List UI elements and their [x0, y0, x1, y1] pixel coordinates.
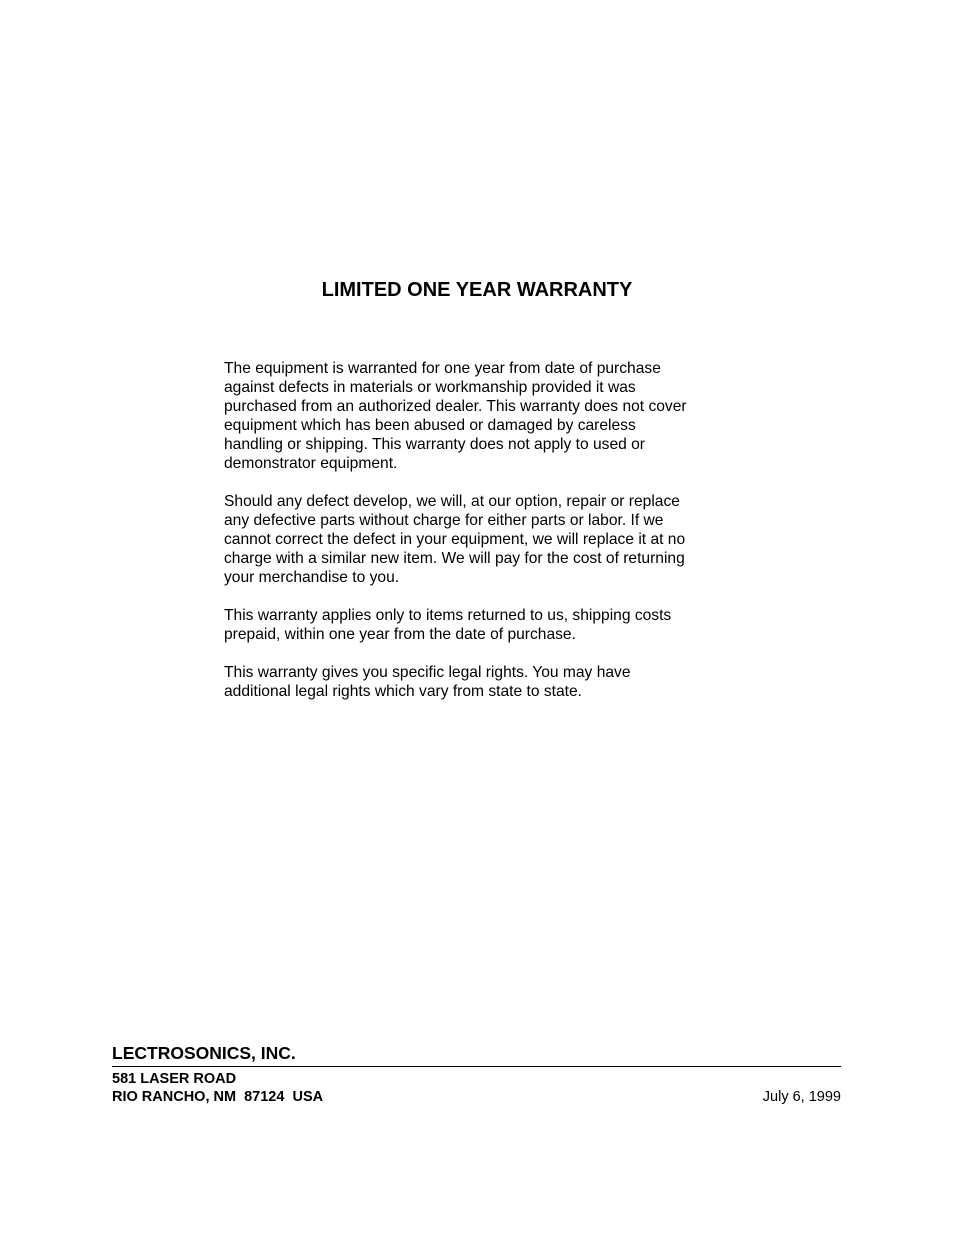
- address-line-city: RIO RANCHO, NM 87124 USA: [112, 1089, 324, 1105]
- company-address: [112, 1070, 323, 1106]
- company-name: LECTROSONICS, INC.: [112, 1043, 296, 1063]
- warranty-paragraph-repair: Should any defect develop, we will, at our option, repair or replace any defective parts without charge for either parts or labor. If we cannot correct the defect in your equipment, we will replace it at no charge with a similar new item. We will pay for the cost of returning your merchandise to you.: [224, 493, 686, 586]
- footer-divider: [112, 1066, 841, 1067]
- warranty-paragraph-returns: This warranty applies only to items returned to us, shipping costs prepaid, within one year from the date of purchase.: [224, 607, 672, 643]
- warranty-paragraph-coverage: The equipment is warranted for one year from date of purchase against defects in materials or workmanship provided it was purchased from an authorized dealer. This warranty does not cover equipment which has been abused or damaged by careless handling or shipping. This warranty does not apply to used or demonstrator equipment.: [224, 360, 687, 472]
- page-title: LIMITED ONE YEAR WARRANTY: [321, 279, 633, 301]
- document-date: July 6, 1999: [762, 1089, 841, 1105]
- warranty-paragraph-legal-rights: This warranty gives you specific legal rights. You may have additional legal rights which vary from state to state.: [224, 664, 631, 700]
- warranty-body: [224, 359, 744, 720]
- address-line-street: 581 LASER ROAD: [112, 1071, 237, 1087]
